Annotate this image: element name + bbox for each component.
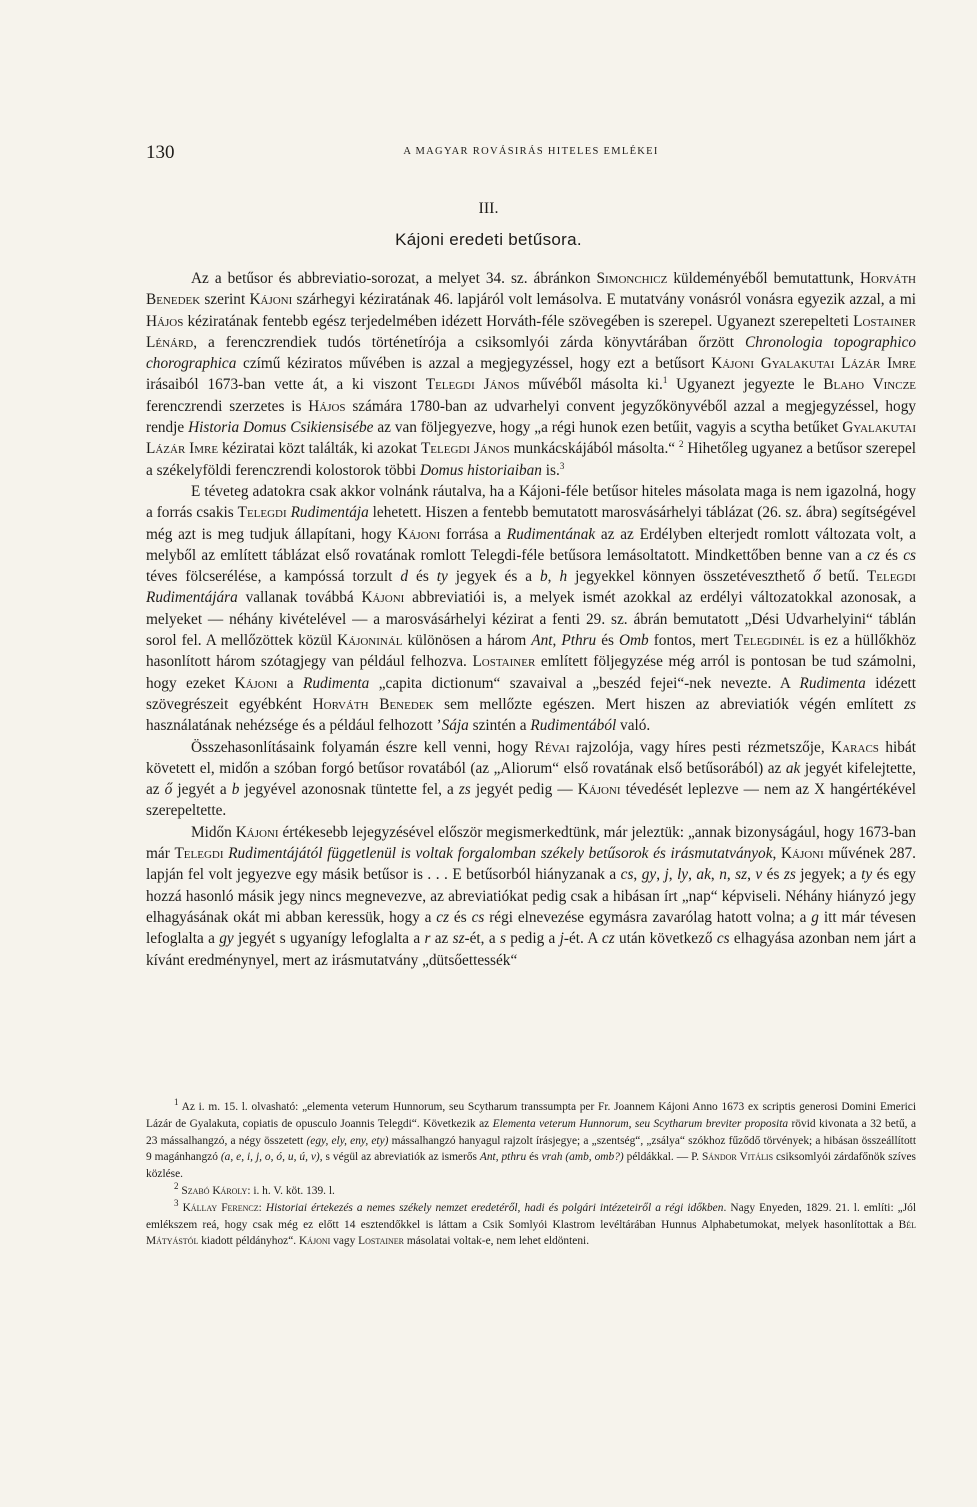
running-title: A MAGYAR ROVÁSIRÁS HITELES EMLÉKEI [403,146,659,157]
paragraph: Midőn Kájoni értékesebb lejegyzésével először megismerkedtünk, már jeleztük: „annak bizonyságául, hogy 1673-ban már Telegdi Rudimentájától függetlenül is voltak forgalomban székely betűsorok és irásmutatványok, Kájoni művének 287. lapján fel volt jegyezve egy másik betűsor is . . . E betűsorból hiányzanak a cs, gy, j, ly, ak, n, sz, v és zs jegyek; a ty és egy hozzá hasonló másik jegy nincs megnevezve, az abreviatiókat pedig csak a hibásan írt „nap“ képviseli. Néhány hiányzó jegy elhagyásának okát mi abban keressük, hogy a cz és cs régi elnevezése egymásra zavarólag hatott volna; a g itt már tévesen lefoglalta a gy jegyét s ugyanígy lefoglalta a r az sz-ét, a s pedig a j-ét. A cz után következő cs elhagyása azonban nem járt a kívánt eredménynyel, mert az irásmutatvány „dütsőettessék“ [146,823,917,969]
paragraph: Az a betűsor és abbreviatio-sorozat, a melyet 34. sz. ábránkon Simonchicz küldeményéből bemutattunk, Horváth Benedek szerint Kájoni szárhegyi kéziratának 46. lapjáról volt lemásolva. E mutatvány vonásról vonásra egyezik azzal, a mi Hájos kéziratának fentebb egész terjedelmében idézett Horváth-féle szövegében is szerepel. Ugyanezt szerepelteti Lostainer Lénárd, a ferenczrendiek tudós történetírója a csiksomlyói zárda könyvtárában őrzött Chronologia topographico chorographica czímű kéziratos művében is azzal a megjegyzéssel, hogy ezt a betűsort Kájoni Gyalakutai Lázár Imre irásaiból 1673-ban vette át, a ki viszont Telegdi János művéből másolta ki.$^1$ Ugyanezt jegyezte le Blaho Vincze ferenczrendi szerzetes is Hájos számára 1780-ban az udvarhelyi convent jegyzőkönyvéből azzal a megjegyzéssel, hogy rendje Historia Domus Csikiensisébe az van följegyezve, hogy „a régi hunok ezen betűit, vagyis a scytha betűket Gyalakutai Lázár Imre kéziratai közt találták, ki azokat Telegdi János munkácskájából másolta.“ $^2$ Hihetőleg ugyanez a betűsor szerepel a székelyföldi ferenczrendi kolostorok többi Domus historiaiban is.$^3$ [146,270,917,479]
footnote: $^1$ Az i. m. 15. l. olvasható: „elementa veterum Hunnorum, seu Scytharum transsumpta per Fr. Joannem Kájoni Anno 1673 ex scriptis generosi Domini Emerici Lázár de Gyalakuta, copiatis de opusculo Joannis Telegdi“. Következik az Elementa veterum Hunnorum, seu Scytharum breviter proposita rövid kivonata a 32 betű, a 23 mássalhangzó, a négy összetett (egy, ely, eny, ety) mássalhangzó hanyagul rajzolt írásjegye; a „szentség“, „zsálya“ szókhoz fűződő törvények; a hibásan összeállított 9 magánhangzó (a, e, i, j, o, ó, u, ú, v), s végül az abreviatiók az ismerős Ant, pthru és vrah (amb, omb?) példákkal. — P. Sándor Vitális csiksomlyói zárdafőnök szíves közlése. [146,1097,917,1181]
body-text [146,268,916,971]
footnote: $^2$ Szabó Károly: i. h. V. köt. 139. l. [174,1181,335,1197]
footnote: $^3$ Kállay Ferencz: Historiai értekezés a nemes székely nemzet eredetéről, hadi és polgári intézeteiről a régi időkben. Nagy Enyeden, 1829. 21. l. említi: „Jól emlékszem reá, hogy csak még ez előtt 14 esztendőkkel is láttam a Csik Somlyói Klastrom levéltárában Hunnus Alphabetumokat, melyek hasonlítottak a Bél Mátyástól kiadott példányhoz“. Kájoni vagy Lostainer másolatai voltak-e, nem lehet eldönteni. [146,1197,917,1248]
chapter-title: Kájoni eredeti betűsora. [395,230,582,249]
chapter-number: III. [478,200,499,217]
page-number: 130 [146,142,175,163]
page-header [146,142,916,166]
paragraph: E téveteg adatokra csak akkor volnánk ráutalva, ha a Kájoni-féle betűsor hiteles másolata maga is nem igazolná, hogy a forrás csakis Telegdi Rudimentája lehetett. Hiszen a fentebb bemutatott marosvásárhelyi táblázat (26. sz. ábra) segítségével még azt is meg tudjuk állapítani, hogy Kájoni forrása a Rudimentának az az Erdélyben elterjedt romlott változata volt, a melyből az említett táblázat első rovatának romlott Telegdi-féle betűsora lemásoltatott. Mindkettőben benne van a cz és cs téves fölcserélése, a kampóssá torzult d és ty jegyek és a b, h jegyekkel könnyen összetéveszthető ő betű. Telegdi Rudimentájára vallanak továbbá Kájoni abbreviatiói is, a melyek ismét azokkal az erdélyi változatokkal azonosak, a melyeket — néhány kivételével — a marosvásárhelyi kézirat a fenti 29. sz. ábrán bemutatott „Dési Udvarhelyini“ táblán sorol fel. A mellőzöttek közül Kájoninál különösen a három Ant, Pthru és Omb fontos, mert Telegdinél is ez a hüllőkhöz hasonlított három szótagjegy van például felhozva. Lostainer említett följegyzése még arról is pontosan be tud számolni, hogy ezeket Kájoni a Rudimenta „capita dictionum“ szavaival a „beszéd fejei“-nek nevezte. A Rudimenta idézett szövegrészeit egyébként Horváth Benedek sem mellőzte egészen. Mert hiszen az abreviatiók végén említett zs használatának nehézsége és a például felhozott ’Sája szintén a Rudimentából való. [146,482,917,735]
footnotes [146,1099,916,1250]
paragraph: Összehasonlításaink folyamán észre kell venni, hogy Révai rajzolója, vagy híres pesti rézmetszője, Karacs hibát követett el, midőn a szóban forgó betűsor rovatából (az „Aliorum“ első rovatának első betűsorából) az ak jegyét kifelejtette, az ő jegyét a b jegyével azonosnak tüntette fel, a zs jegyét pedig — Kájoni tévedését leplezve — nem az X hangértékével szerepeltette. [146,738,917,820]
